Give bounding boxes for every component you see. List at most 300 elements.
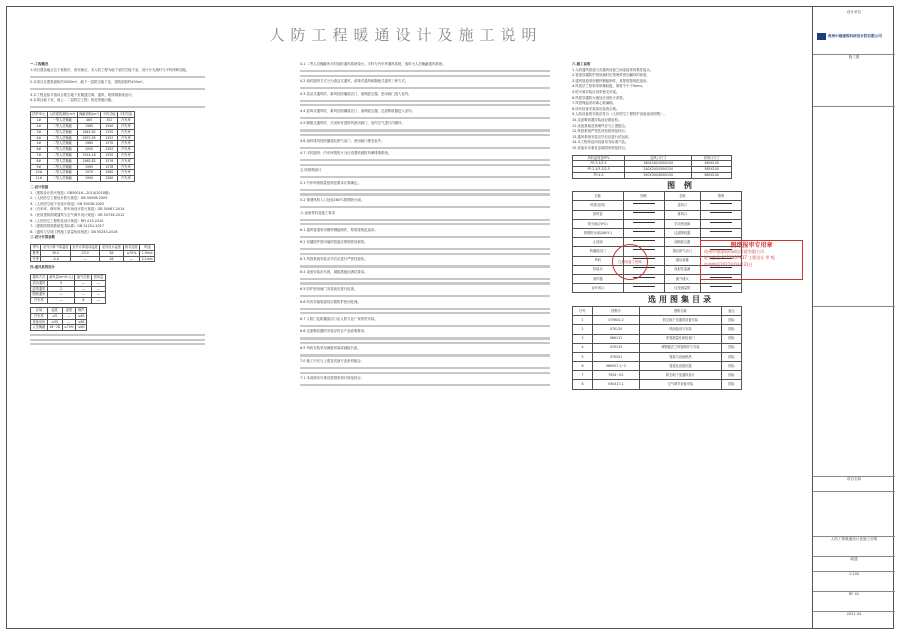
tb-scale: 1:100 (813, 571, 895, 576)
table-header-cell: 图集名称 (639, 306, 721, 315)
table-header-cell: 备注 (721, 306, 741, 315)
legend-name: 百叶风口 (573, 284, 624, 293)
table-row (573, 343, 742, 352)
table-cell: 1645.82 (77, 129, 101, 135)
legend-symbol (623, 229, 664, 238)
ventilation-table (30, 274, 106, 304)
table-header-cell: 图例 (623, 192, 664, 201)
table-header-cell: 人防建筑面积(m²) (49, 112, 76, 117)
table-cell: 8# (31, 158, 48, 164)
table-cell: 07K133 (593, 343, 640, 352)
legend-name: 测压装置 (664, 256, 700, 265)
table-cell: 国标 (721, 343, 741, 352)
table-cell: 9# (31, 164, 48, 170)
table-cell: 空气调节设备安装 (639, 380, 721, 389)
legend-symbol (623, 284, 664, 293)
table-cell: 3# (31, 129, 48, 135)
table-cell: 汽车库 (118, 118, 135, 124)
stamp-valid: 有效期至2022年03月31日 (704, 261, 753, 267)
table-cell: — (75, 280, 92, 286)
text-line: 6.2 穿越防护密闭墙的管道应预埋密闭套管。 (300, 240, 368, 245)
legend-symbol (700, 201, 741, 210)
table-cell: 二等人员掩蔽 (47, 164, 77, 170)
table-row (573, 325, 742, 334)
table-cell: 08K507-1~2 (593, 362, 640, 371)
table-cell: 2 (573, 325, 593, 334)
text-line: 1.人防通风管道与各通风设备之间连接采用柔性接头。 (572, 67, 654, 72)
legend-symbol-icon (710, 203, 732, 207)
table-cell: 1970 (77, 170, 101, 176)
table-cell: 460X140 (692, 161, 732, 167)
table-cell: 05K417-1 (593, 380, 640, 389)
approval-stamp (700, 240, 803, 280)
table-cell: 汽车库 (31, 313, 48, 319)
text-line: 7.0 施工中应与土建及其他专业密切配合。 (300, 359, 365, 364)
table-cell: 16 (100, 256, 123, 262)
column-2 (300, 62, 550, 389)
legend-name: 排烟防火阀(280℃) (573, 229, 624, 238)
table-cell: 国标 (721, 380, 741, 389)
table-cell: 16~28 (49, 325, 61, 330)
table-cell: 隔绝通风 (32, 292, 46, 297)
legend-symbol (700, 229, 741, 238)
table-cell: 二等人员掩蔽 (47, 141, 77, 147)
text-line: 8.所有设备安装前应检查合格。 (572, 106, 620, 111)
table-header-cell: 名称 (664, 192, 700, 201)
table-row (573, 334, 742, 343)
seal-text: 注册设备工程师 (618, 260, 642, 264)
table-cell: 300X300/800X150 (625, 172, 692, 178)
design-param-table (30, 244, 155, 262)
table-cell: 1590 (101, 124, 118, 130)
column-3 (572, 62, 790, 393)
table-cell: 二等人员掩蔽 (47, 124, 77, 130)
table-header-row (573, 192, 742, 201)
table-cell: — (62, 319, 76, 325)
table-cell: 二等人员掩蔽 (47, 147, 77, 153)
legend-name: 风管(送风) (573, 201, 624, 210)
text-line: 3.通风管道采用镀锌钢板制作，其厚度按规范选用。 (572, 78, 650, 83)
table-cell: 1672.95 (77, 135, 101, 141)
text-line: 14.本工程所选用设备均为标准产品。 (572, 140, 629, 145)
table-cell: 06K131 (593, 334, 640, 343)
legend-row (573, 284, 742, 293)
table-cell: 5 (573, 352, 593, 361)
section-heading: 四.通风系统设计 (30, 265, 56, 270)
table-header-cell: 排风量 (93, 274, 104, 279)
legend-name: 换气堵头 (664, 274, 700, 283)
legend-name: 排风口 (664, 210, 700, 219)
section-heading: 一.工程概况 (30, 62, 49, 66)
reference-item: 5.《民用建筑供暖通风与空气调节设计规范》GB 50736-2012 (30, 213, 125, 218)
legend-symbol (623, 201, 664, 210)
text-line: 六.设备材料及施工要求 (300, 210, 335, 215)
table-row (573, 380, 742, 389)
table-cell: — (92, 292, 106, 298)
tb-drawing-no: RF-01 (813, 591, 895, 596)
tb-date: 2021.04 (813, 611, 895, 616)
table-cell: 4# (31, 135, 48, 141)
table-cell: 汽车库 (118, 176, 135, 182)
table-cell: 7 (573, 371, 593, 380)
text-line: 4.风管法兰垫料采用橡胶板，厚度不小于5mm。 (572, 84, 646, 89)
table-cell: 汽车库 (118, 135, 135, 141)
text-line: 五.防排烟设计 (300, 168, 322, 173)
table-cell: 风阀选用与安装 (639, 325, 721, 334)
table-cell: 685X140 (692, 172, 732, 178)
table-cell: — (75, 286, 92, 292)
table-row (573, 362, 742, 371)
table-header-row (573, 155, 732, 161)
tb-stage: 施工图 (813, 54, 895, 60)
table-cell: 5 (47, 280, 75, 286)
engineer-seal (612, 244, 648, 280)
text-line: 4.4 滤毒式通风时，新风经防爆波活门、油网滤尘器、过滤吸收器进入室内。 (300, 108, 415, 113)
table-cell: 1.9m/s (141, 250, 153, 255)
text-line: 6.8 过滤吸收器的安装应符合产品说明要求。 (300, 329, 368, 334)
reference-item: 7.《建筑防排烟系统技术标准》GB 51251-2017 (30, 224, 104, 229)
stamp-company: 贵州中建建筑科研设计院有限公司 (704, 249, 764, 254)
legend-symbol-icon (633, 286, 655, 290)
text-line: 2.本项目总建筑面积约5000m²，地下一层防空地下室，建筑面积约450m²。 (30, 80, 146, 85)
table-cell: 1980 (77, 124, 101, 130)
table-cell: 1914.18 (77, 153, 101, 159)
table-header-cell: 噪声 (76, 307, 87, 313)
reference-item: 4.《汽车库、修车库、停车场设计防火规范》GB 50067-2014 (30, 207, 125, 212)
table-row (31, 176, 135, 182)
protection-unit-table (30, 111, 135, 182)
table-header-cell: 图例 (700, 192, 741, 201)
table-cell: FP-3.2/2.5 (573, 161, 625, 167)
text-line: 4.6 战时排风经防爆超压排气活门、密闭阀门排至室外。 (300, 138, 385, 143)
table-row (573, 352, 742, 361)
table-cell: ≤65 (77, 313, 85, 318)
table-cell: 7# (31, 153, 48, 159)
table-cell: 清洁通风 (32, 280, 46, 285)
table-cell: — (123, 256, 140, 262)
reference-item: 8.《通风与空调工程施工质量验收规范》GB 50243-2016 (30, 229, 118, 234)
logo-mark-icon (817, 33, 826, 40)
table-header-cell: 室外计算干球温度 (42, 244, 69, 249)
legend-name: 止回阀 (573, 238, 624, 247)
table-cell: 1330 (101, 129, 118, 135)
legend-title: 图 例 (667, 180, 695, 190)
text-line: 4.1 二等人员掩蔽所平时战时通风系统设计。平时为汽车库通风系统，战时为人员掩蔽通风系统。 (300, 62, 446, 66)
text-line: 15.其他未尽事宜参照国家规范执行。 (572, 145, 629, 150)
legend-row (573, 229, 742, 238)
table-cell: — (92, 286, 106, 292)
table-cell: 汽车库 (118, 164, 135, 170)
table-cell: 国标 (721, 325, 741, 334)
table-cell: 3 (573, 334, 593, 343)
text-line: 5.防火阀安装应设单独支吊架。 (572, 89, 620, 94)
table-cell: 国标 (721, 316, 741, 325)
table-header-cell: 换气次数 (76, 274, 90, 279)
table-cell: 1985.82 (77, 158, 101, 164)
table-cell: 4 (573, 343, 593, 352)
text-line: 7.1 本说明未尽事宜按国家现行规范执行。 (300, 376, 365, 381)
table-cell: 汽车库 (31, 298, 48, 304)
text-line: 4.3 清洁式通风时，新风经防爆波活门、油网滤尘器、密闭阀门进入室内。 (300, 91, 412, 96)
table-header-cell: 温度 (47, 307, 62, 313)
table-header-cell: 室外计算湿球温度 (72, 244, 98, 249)
table-cell: 滤毒通风 (32, 286, 46, 291)
legend-name: 软接头 (573, 265, 624, 274)
table-cell: 1352 (101, 135, 118, 141)
table-cell: 1990 (77, 176, 101, 182)
text-line: 4.2 战时通风方式分为清洁式通风、滤毒式通风和隔绝式通风三种方式。 (300, 79, 409, 84)
text-line: 5.2 排烟风机入口处设280℃排烟防火阀。 (300, 197, 365, 202)
table-cell: ≥5 (47, 313, 62, 319)
table-cell: — (47, 292, 75, 298)
table-cell: 夏季 (32, 250, 39, 255)
table-cell: 07K201 (593, 352, 640, 361)
table-cell: 汽车库 (118, 158, 135, 164)
text-line: 4.7 平时通风：汽车库按防火分区设置机械排风兼排烟系统。 (300, 151, 392, 156)
table-header-cell: 新风量(m³/h·人) (49, 274, 73, 279)
text-line: 5.1 汽车库排烟量按规范要求计算确定。 (300, 180, 361, 185)
table-cell: 1560 (101, 170, 118, 176)
legend-name: 手动密闭阀 (664, 219, 700, 228)
table-cell: ≤70% (123, 250, 140, 256)
table-header-cell: 回风口尺寸 (692, 155, 732, 161)
table-cell: 2.1m/s (141, 256, 153, 261)
table-cell: 1576 (101, 158, 118, 164)
legend-name: 风机 (573, 256, 624, 265)
table-cell: 管道与设备绝热 (639, 352, 721, 361)
table-cell: 1990 (77, 164, 101, 170)
table-cell: 防空地下室通风设计 (639, 371, 721, 380)
table-cell: 30.0 (41, 250, 71, 256)
tb-project-label: 项目名称 (813, 476, 895, 482)
table-header-cell: 平时功能 (119, 112, 133, 117)
legend-row (573, 201, 742, 210)
table-row (573, 172, 732, 178)
legend-name: 过滤吸收器 (664, 229, 700, 238)
table-cell: 1578 (101, 164, 118, 170)
table-header-row (573, 306, 742, 315)
legend-symbol-icon (633, 240, 655, 244)
table-cell: 2# (31, 124, 48, 130)
reference-item: 3.《人民防空地下室设计规范》GB 50038-2005 (30, 201, 104, 206)
legend-symbol (623, 210, 664, 219)
text-line: 6.6 所有穿墙管道均应做防护密闭处理。 (300, 299, 361, 304)
table-header-cell: 室内设计温度 (101, 244, 121, 249)
table-cell: 240X240/500X150 (625, 167, 692, 173)
table-header-cell: 平时功能 (102, 112, 116, 117)
legend-name: 消声器 (573, 274, 624, 283)
catalog-table (572, 306, 742, 390)
table-cell: 汽车库 (118, 170, 135, 176)
text-line: 6.1 通风管道采用镀锌钢板制作，厚度按规范选用。 (300, 227, 378, 232)
legend-symbol-icon (633, 203, 655, 207)
table-cell: 汽车库 (118, 141, 135, 147)
table-cell: 风管测量孔和检查门 (639, 334, 721, 343)
text-line: 12.风管系统严密性试验按规范执行。 (572, 129, 629, 134)
text-line: 13.通风系统安装完毕后应进行试运转。 (572, 134, 632, 139)
table-cell: 6 (573, 362, 593, 371)
column-1 (30, 62, 205, 348)
table-cell: 5# (31, 141, 48, 147)
table-cell: — (92, 298, 106, 304)
stamp-cert-label: 证书编号 (704, 255, 720, 261)
table-row (31, 256, 155, 262)
table-cell: 二等人员掩蔽 (47, 158, 77, 164)
text-line: 6.9 风机安装采用减振吊架或减振台座。 (300, 346, 361, 351)
reference-item: 1.《建筑设计防火规范》GB50016—2014(2018版) (30, 190, 110, 195)
table-cell: 465 (77, 118, 101, 124)
table-cell: 二等人员掩蔽 (47, 170, 77, 176)
table-cell: 防空地下室通风设备安装 (639, 316, 721, 325)
reference-item: 6.《人民防空工程防化设计规范》RFJ 013-2010 (30, 218, 104, 223)
table-header-cell: 序号 (573, 306, 593, 315)
table-header-cell: 相对湿度 (125, 244, 138, 249)
table-cell: 352 (101, 118, 118, 124)
text-line: 9.人防设备的安装应符合《人民防空工程防护设备选用图集》。 (572, 112, 667, 117)
table-cell: 国标 (721, 352, 741, 361)
table-cell: 23.0 (70, 250, 100, 256)
table-cell: 国标 (721, 371, 741, 380)
table-cell: 二等人员掩蔽 (47, 129, 77, 135)
text-line: 7.风管保温采用离心玻璃棉。 (572, 101, 616, 106)
table-row (573, 161, 732, 167)
legend-symbol (700, 284, 741, 293)
text-line: 6.风管穿越防火墙处应设防火套管。 (572, 95, 627, 100)
table-cell: ≤70% (64, 325, 74, 330)
legend-symbol (700, 210, 741, 219)
legend-name: 压差测量管 (664, 284, 700, 293)
table-header-cell: 送风口尺寸 (625, 155, 692, 161)
table-header-cell: 通风方式 (32, 274, 46, 279)
table-cell: ≤65 (77, 319, 85, 324)
table-cell: 汽车库 (118, 129, 135, 135)
table-header-cell: 湿度 (62, 307, 76, 313)
table-cell: 二等人员掩蔽 (47, 176, 77, 182)
table-cell: FP-4.5 (573, 172, 625, 178)
table-cell: 8 (573, 380, 593, 389)
text-line: 6.7 人防门及防爆波活门由人防专业厂家供货安装。 (300, 316, 378, 321)
text-line: 2.管道穿越防护密闭墙时应预埋带密闭翼环的套管。 (572, 73, 650, 78)
text-line: 11.设备基础及预埋件应与土建配合。 (572, 123, 629, 128)
table-header-row (31, 244, 155, 250)
table-cell: 1592 (101, 147, 118, 153)
legend-name: 防火阀(70℃) (573, 219, 624, 228)
table-header-cell: 图集号 (593, 306, 640, 315)
table-header-row (31, 274, 106, 280)
table-cell: 2 (47, 286, 75, 292)
table-cell: 11# (31, 176, 48, 182)
legend-symbol-icon (633, 212, 655, 216)
table-cell: 二等人员掩蔽 (47, 153, 77, 159)
table-cell: 10# (31, 170, 48, 176)
legend-name: 送风口 (664, 201, 700, 210)
text-line: 10.过滤吸收器安装前应做检验。 (572, 117, 622, 122)
table-row (573, 316, 742, 325)
company-logo (817, 32, 891, 41)
legend-symbol-icon (633, 222, 655, 226)
text-line: 4.本项目地下室，地上：二层防空工程；防化等级丙级。 (30, 98, 115, 103)
table-cell: — (92, 280, 106, 286)
stamp-title: 图纸报审专用章 (730, 242, 773, 249)
table-cell: 设备用房 (32, 319, 46, 324)
table-cell: — (70, 256, 100, 262)
table-cell: 1580 (101, 176, 118, 182)
stamp-cert-no: A111007917 (721, 255, 747, 261)
table-cell: 汽车库 (118, 147, 135, 153)
table-cell: 1550 (101, 153, 118, 159)
legend-symbol-icon (710, 286, 732, 290)
text-line: 4.5 隔绝式通风时，关闭所有进排风密闭阀门，室内空气进行内循环。 (300, 121, 405, 126)
legend-row (573, 210, 742, 219)
legend-name: 放射性监测 (664, 265, 700, 274)
table-cell: 07K120 (593, 325, 640, 334)
section-heading: 二.设计依据 (30, 185, 49, 190)
tb-drawing-name: 人防工程暖通设计及施工说明 (813, 536, 895, 542)
reference-item: 2.《人民防空工程设计防火规范》GB 50098-2009 (30, 196, 108, 201)
text-line: 6.3 风管系统安装完毕后应进行严密性检验。 (300, 257, 368, 262)
tb-company: 贵州中建建筑科研设计院有限公司 (828, 34, 882, 38)
text-line: 6.4 设备安装应牢固，减振措施应满足要求。 (300, 269, 368, 274)
table-cell: -4.0 (41, 256, 71, 262)
table-cell: 2000 (77, 147, 101, 153)
legend-row (573, 219, 742, 228)
legend-symbol (700, 219, 741, 228)
table-row (31, 325, 87, 331)
text-line: 3.本工程包括平战结合防空地下室暖通空调、通风、防排烟系统设计。 (30, 92, 135, 97)
fan-coil-table (572, 155, 732, 179)
table-cell: ≤60 (77, 325, 85, 330)
table-cell: 07FK02-2 (593, 316, 640, 325)
table-cell: — (47, 298, 75, 304)
table-cell: 二等人员掩蔽 (47, 135, 77, 141)
table-cell: FP-2.5/3.2/2.5 (573, 167, 625, 173)
table-cell: ≤35 (47, 319, 62, 325)
legend-name: 油网滤尘器 (664, 238, 700, 247)
table-cell: 一等人员掩蔽 (47, 118, 77, 124)
table-cell: — (62, 313, 76, 319)
table-cell: 管道及设备抗震 (639, 362, 721, 371)
table-cell: 28 (100, 250, 123, 256)
table-cell: 6# (31, 147, 48, 153)
table-header-cell: 名称 (573, 192, 624, 201)
table-cell: 1# (31, 118, 48, 124)
table-row (573, 371, 742, 380)
table-cell: 冬季 (32, 256, 39, 261)
stamp-level: 工程设计 甲 级 (748, 255, 775, 261)
table-cell: 国标 (721, 334, 741, 343)
table-cell: FK01~02 (593, 371, 640, 380)
drawing-title: 人防工程暖通设计及施工说明 (269, 26, 543, 44)
text-line: 1.项目建设地点位于贵阳市，贵安新区，本人防工程为地下室防空地下室，设计分为战时与平时两种功能。 (30, 67, 190, 72)
table-cell: 汽车库 (118, 124, 135, 130)
table-header-cell: 区域 (31, 307, 48, 313)
table-cell: 人员掩蔽 (32, 325, 46, 330)
table-cell: 585X140 (692, 167, 732, 173)
tb-top: 设计单位 (846, 10, 862, 14)
table-row (573, 167, 732, 173)
legend-symbol-icon (710, 212, 732, 216)
table-cell: 汽车库 (118, 153, 135, 159)
table-header-cell: 风机盘管及FPV (573, 155, 625, 161)
catalog-title: 选用图集目录 (648, 295, 714, 305)
legend-name: 防爆波活门 (573, 247, 624, 256)
legend-symbol-icon (710, 222, 732, 226)
table-row (31, 298, 106, 304)
table-cell: 1570 (101, 141, 118, 147)
text-line: 6.5 防护密闭阀门安装前应进行检查。 (300, 287, 358, 292)
legend-symbol-icon (633, 231, 655, 235)
table-header-cell: 防护单元 (32, 112, 46, 117)
